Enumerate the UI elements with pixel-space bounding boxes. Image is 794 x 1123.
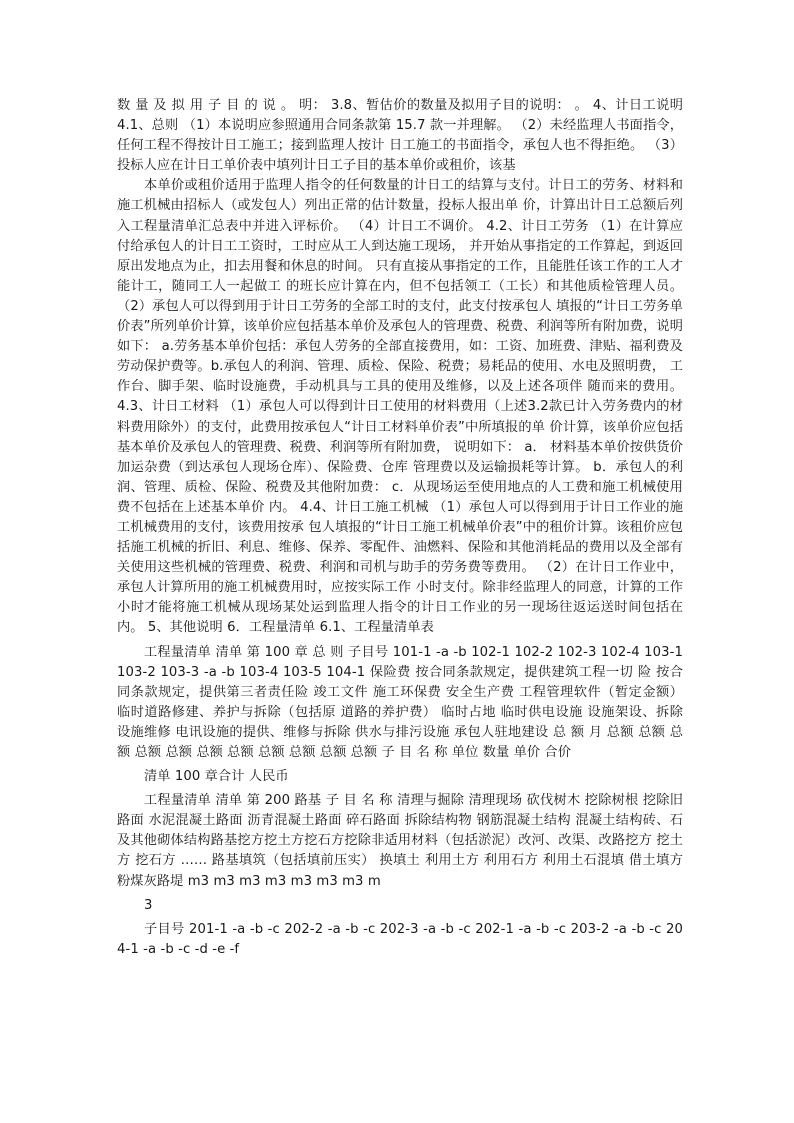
paragraph-bill-chapter-200: 工程量清单 清单 第 200 路基 子 目 名 称 清理与掘除 清理现场 砍伐树木 挖除树根 挖除旧路面 水泥混凝土路面 沥青混凝土路面 碎石路面 拆除结构物 钢筋混凝土结构 混凝土结构砖、石及其他砌体结构路基挖方挖土方挖石方挖除非适用材料（包括淤泥）改河、改渠、改路挖方 挖土方 挖石方 …… 路基填筑（包括填前压实） 换填土 利用土方 利用石方 利用土石混填 借土填方 粉煤灰路堤 m3 m3 m3 m3 m3 m3 m3 m [117,793,683,889]
paragraph-bill-chapter-100: 工程量清单 清单 第 100 章 总 则 子目号 101-1 -a -b 102-1 102-2 102-3 102-4 103-1 103-2 103-3 -a -b 103-4 103-5 104-1 保险费 按合同条款规定，提供建筑工程一切 险 按合同条款规定，提供第三者责任险 竣工文件 施工环保费 安全生产费 工程管理软件（暂定金额） 临时道路修建、养护与拆除（包括原 道路的养护费） 临时占地 临时供电设施 设施架设、拆除 设施维修 电讯设施的提供、维修与拆除 供水与排污设施 承包人驻地建设 总 额 月 总额 总额 总额 总额 总额 总额 总额 总额 总额 总额 总额 子 目 名 称 单位 数量 单价 合价 [117,644,683,760]
paragraph-chapter-100-total: 清单 100 章合计 人民币 [144,769,289,785]
page-number: 3 [144,897,153,913]
paragraph-item-numbers: 子目号 201-1 -a -b -c 202-2 -a -b -c 202-3 -a -b -c 202-1 -a -b -c 203-2 -a -b -c 204-1 -a -b -c -d -e -f [117,921,683,957]
paragraph-daywork-general: 数 量 及 拟 用 子 目 的 说 。 明： 3.8、暂估价的数量及拟用子目的说明： 。 4、计日工说明 4.1、总则 （1）本说明应参照通用合同条款第 15.7 款一并理解。 （2）未经监理人书面指令，任何工程不得按计日工施工；接到监理人按计 日工施工的书面指令，承包人也不得拒绝。 （3）投标人应在计日工单价表中填列计日工子目的基本单价或租价，该基 [117,98,683,174]
document-body [117,96,683,960]
paragraph-daywork-details: 本单价或租价适用于监理人指令的任何数量的计日工的结算与支付。计日工的劳务、材料和施工机械由招标人（或发包人）列出正常的估计数量，投标人报出单 价，计算出计日工总额后列入工程量清单汇总表中并进入评标价。 （4）计日工不调价。 4.2、计日工劳务 （1）在计算应付给承包人的计日工工资时，工时应从工人到达施工现场， 并开始从事指定的工作算起，到返回原出发地点为止，扣去用餐和休息的时间。 只有直接从事指定的工作，且能胜任该工作的工人才能计工，随同工人一起做工 的班长应计算在内，但不包括领工（工长）和其他质检管理人员。 （2）承包人可以得到用于计日工劳务的全部工时的支付，此支付按承包人 填报的“计日工劳务单价表”所列单价计算，该单价应包括基本单价及承包人的管理费、税费、利润等所有附加费，说明如下： a.劳务基本单价包括：承包人劳务的全部直接费用，如：工资、加班费、津贴、福利费及劳动保护费等。b.承包人的利润、管理、质检、保险、税费；易耗品的使用、水电及照明费， 工作台、脚手架、临时设施费，手动机具与工具的使用及维修，以及上述各项伴 随而来的费用。 4.3、计日工材料 （1）承包人可以得到计日工使用的材料费用（上述3.2款已计入劳务费内的材料费用除外）的支付，此费用按承包人“计日工材料单价表”中所填报的单 价计算，该单价应包括基本单价及承包人的管理费、税费、利润等所有附加费， 说明如下： a． 材料基本单价按供货价加运杂费（到达承包人现场仓库）、保险费、仓库 管理费以及运输损耗等计算。 b．承包人的利润、管理、质检、保险、税费及其他附加费： c．从现场运至使用地点的人工费和施工机械使用费不包括在上述基本单价 内。 4.4、计日工施工机械 （1）承包人可以得到用于计日工作业的施工机械费用的支付，该费用按承 包人填报的“计日工施工机械单价表”中的租价计算。该租价应包括施工机械的折旧、利息、维修、保养、零配件、油燃料、保险和其他消耗品的费用以及全部有关使用这些机械的管理费、税费、利润和司机与助手的劳务费等费用。 （2）在计日工作业中，承包人计算所用的施工机械费用时，应按实际工作 小时支付。除非经监理人的同意，计算的工作小时才能将施工机械从现场某处运到监理人指令的计日工作业的另一现场往返运送时间包括在内。 5、其他说明 6．工程量清单 6.1、工程量清单表 [117,178,683,636]
